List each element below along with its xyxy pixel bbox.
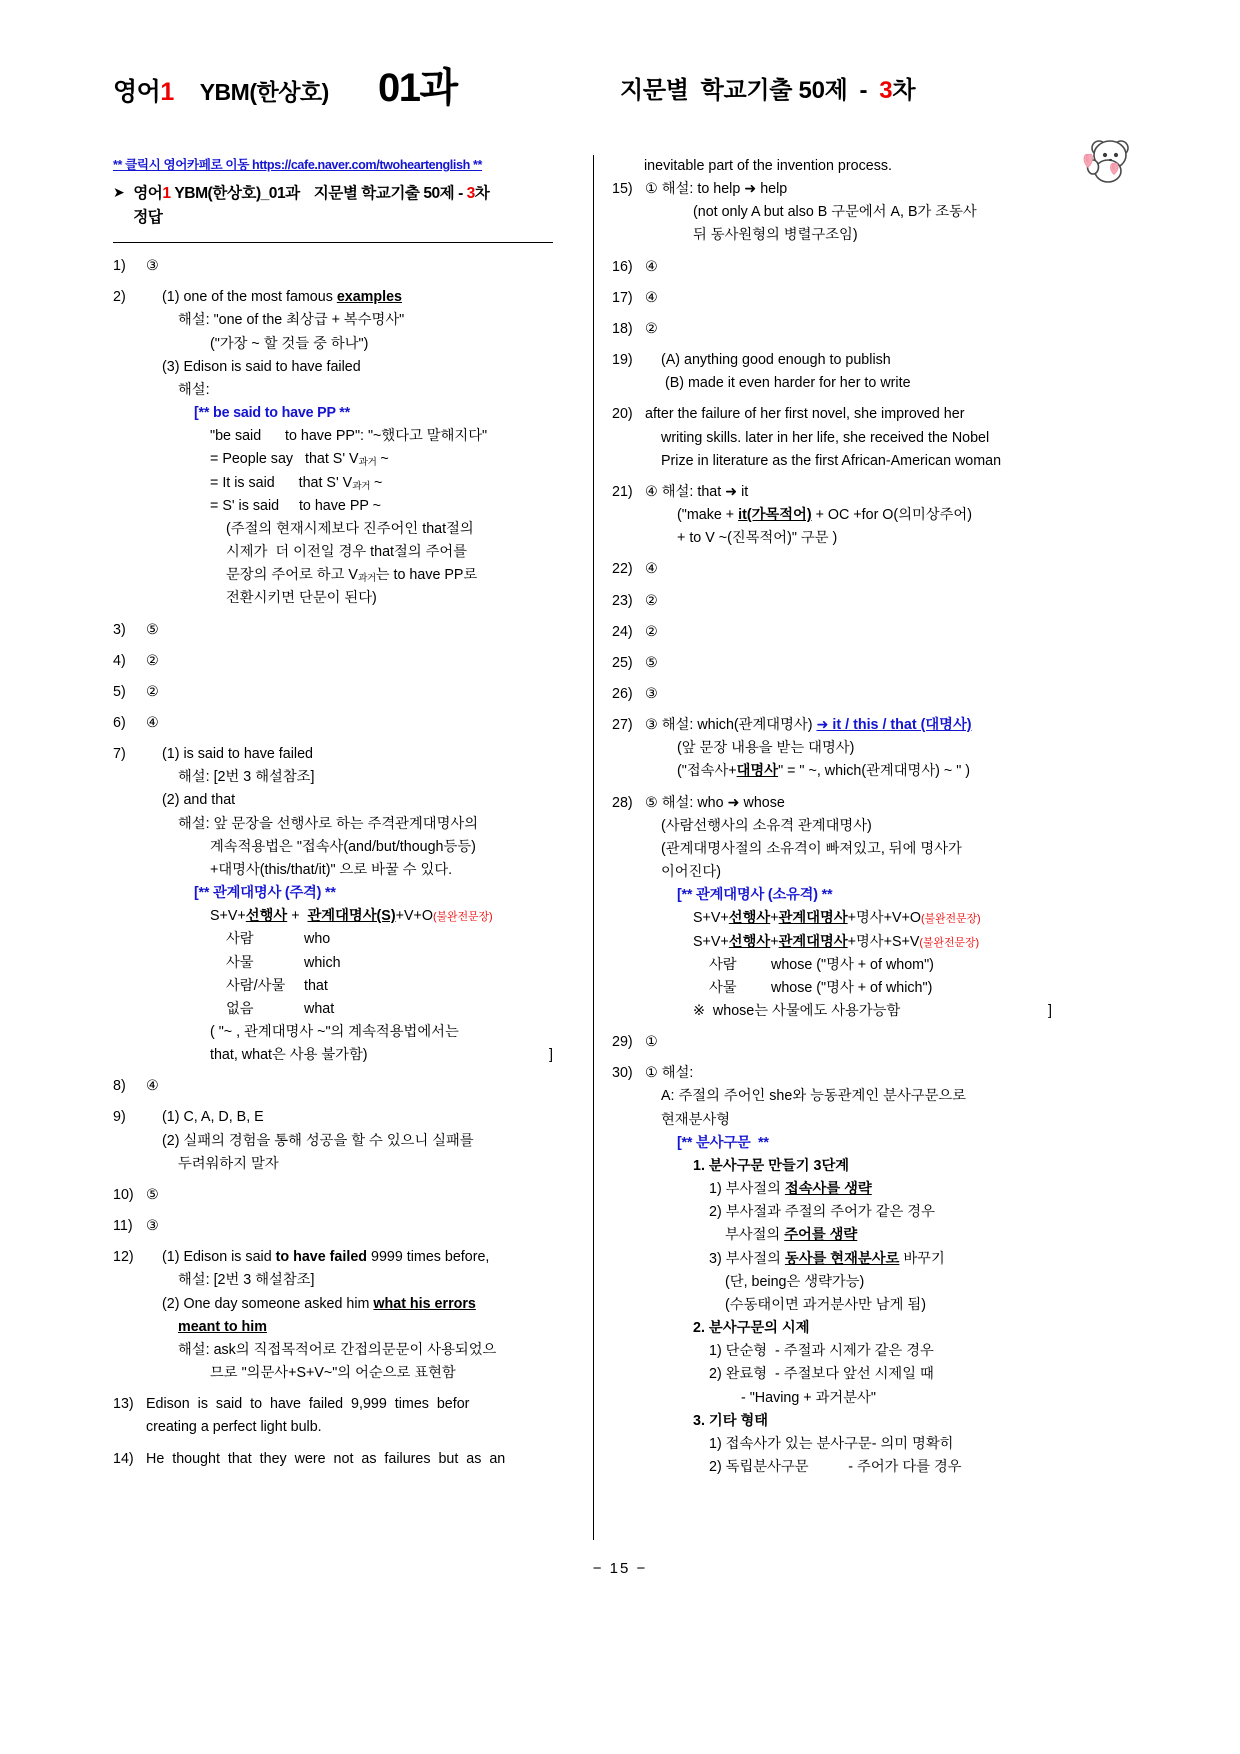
answer-item-number: 20) <box>612 406 633 423</box>
item-spacer <box>612 707 1052 714</box>
answer-text: 1) 단순형 - 주절과 시제가 같은 경우 <box>709 1343 934 1360</box>
answer-item <box>612 621 1052 644</box>
answer-item-body <box>645 683 1052 706</box>
answer-item <box>113 1215 553 1238</box>
answer-text: ("접속사+대명사" = " ~, which(관계대명사) ~ " ) <box>677 763 971 780</box>
answer-text: 뒤 동사원형의 병렬구조임) <box>693 227 858 244</box>
answer-item-number: 13) <box>113 1396 134 1413</box>
item-spacer <box>612 676 1052 683</box>
item-spacer <box>113 643 553 650</box>
answer-item-body <box>645 481 1052 550</box>
item-spacer <box>612 249 1052 256</box>
answer-item-body <box>645 349 1052 395</box>
answer-item-number: 9) <box>113 1109 126 1126</box>
answer-item <box>612 349 1052 395</box>
item-spacer <box>113 1239 553 1246</box>
answer-text: (단, being은 생략가능) <box>725 1273 865 1290</box>
answer-text: 계속적용법은 "접속사(and/but/though등등) <box>210 838 476 855</box>
answer-item <box>113 650 553 673</box>
answer-text: ② <box>146 683 159 700</box>
answer-item <box>113 255 553 278</box>
page-masthead <box>0 62 1240 132</box>
answer-text: ② <box>645 623 658 640</box>
pronoun-table-row: 사람 who <box>226 931 331 948</box>
answer-text: +대명사(this/that/it)" 으로 바꿀 수 있다. <box>210 861 453 878</box>
answer-item-number: 5) <box>113 683 126 700</box>
item-spacer <box>113 736 553 743</box>
answer-item <box>612 714 1052 783</box>
continued-sentence: inevitable part of the invention process. <box>644 158 892 174</box>
answer-text: (1) is said to have failed <box>162 746 313 763</box>
left-column <box>113 155 553 1479</box>
answer-item-number: 10) <box>113 1186 134 1203</box>
title-rule <box>113 242 553 243</box>
answer-text: (not only A but also B 구문에서 A, B가 조동사 <box>693 204 977 221</box>
item-spacer <box>612 645 1052 652</box>
answer-item <box>113 1393 553 1439</box>
answer-text: ("가장 ~ 할 것들 중 하나") <box>210 335 369 352</box>
answer-item <box>113 1448 553 1471</box>
answer-item-number: 15) <box>612 181 633 198</box>
answer-item <box>612 178 1052 247</box>
answer-text: (B) made it even harder for her to write <box>661 375 911 392</box>
answer-item-number: 3) <box>113 621 126 638</box>
answer-item <box>113 743 553 1067</box>
answer-text: (A) anything good enough to publish <box>661 352 891 369</box>
possessive-formula-1 <box>645 907 1052 930</box>
answer-text: 므로 "의문사+S+V~"의 어순으로 표현함 <box>210 1365 456 1382</box>
answer-text: He thought that they were not as failures but as an <box>146 1450 506 1467</box>
answer-item <box>612 1031 1052 1054</box>
answer-text: ⑤ <box>645 654 658 671</box>
answer-item-body <box>645 1062 1052 1479</box>
answer-text: + to V ~(진목적어)" 구문 ) <box>677 530 838 547</box>
answer-text: (1) one of the most famous examples <box>162 289 403 306</box>
answer-text: 해설: [2번 3 해설참조] <box>178 769 315 786</box>
item-spacer <box>612 551 1052 558</box>
answer-text: ③ <box>645 685 658 702</box>
item-spacer <box>612 311 1052 318</box>
answer-text: (앞 문장 내용을 받는 대명사) <box>677 740 855 757</box>
answer-item-body <box>645 178 1052 247</box>
answer-item-body <box>146 286 553 610</box>
item-spacer <box>113 1441 553 1448</box>
answer-item-body <box>146 1075 553 1098</box>
answer-item-body <box>146 1448 553 1471</box>
answer-text: Prize in literature as the first African-American woman <box>661 452 1002 469</box>
answer-item-number: 7) <box>113 746 126 763</box>
answer-text: 이어진다) <box>661 864 722 881</box>
item-spacer <box>113 1068 553 1075</box>
column-divider <box>593 155 594 1540</box>
grammar-box-heading: [** 분사구문 ** <box>677 1134 769 1151</box>
sub-heading: 2. 분사구문의 시제 <box>693 1320 810 1337</box>
answer-text: (2) and that <box>162 792 236 809</box>
answer-text: 해설: 앞 문장을 선행사로 하는 주격관계대명사의 <box>178 815 479 832</box>
answer-text: - "Having + 과거분사" <box>741 1389 876 1406</box>
answer-text: (수동태이면 과거분사만 남게 됨) <box>725 1296 926 1313</box>
pronoun-table-row: 사물 which <box>226 954 341 971</box>
answer-text: ④ 해설: that ➜ it <box>645 483 749 500</box>
answer-item <box>612 792 1052 1024</box>
item-spacer <box>113 1386 553 1393</box>
answer-item <box>113 681 553 704</box>
answer-item <box>113 1246 553 1385</box>
answer-text: ④ <box>645 258 658 275</box>
answer-text: = It is said that S' $V_{과거}$ ~ <box>210 474 383 492</box>
answer-item <box>612 481 1052 550</box>
answer-text: 현재분사형 <box>661 1111 731 1128</box>
answer-item-number: 12) <box>113 1249 134 1266</box>
relative-pronoun-formula <box>146 905 553 928</box>
answer-item-number: 27) <box>612 717 633 734</box>
answer-item-number: 2) <box>113 289 126 306</box>
answer-item-body <box>645 621 1052 644</box>
answer-item <box>612 256 1052 279</box>
answer-item-number: 8) <box>113 1078 126 1095</box>
answer-item-number: 22) <box>612 561 633 578</box>
answer-text: ④ <box>146 1078 159 1095</box>
item-spacer <box>612 342 1052 349</box>
answer-text: 전환시키면 단문이 된다) <box>226 590 377 607</box>
answer-text: 부사절의 주어를 생략 <box>725 1227 858 1244</box>
item-spacer <box>113 705 553 712</box>
answer-item <box>612 652 1052 675</box>
answer-item-body <box>645 652 1052 675</box>
answer-item <box>612 590 1052 613</box>
answer-item-number: 11) <box>113 1218 133 1235</box>
answer-item-body <box>146 1106 553 1175</box>
page-number: − 15 − <box>592 1560 648 1577</box>
answer-text: (1) Edison is said to have failed 9999 times before, <box>162 1249 490 1266</box>
item-spacer <box>612 614 1052 621</box>
item-spacer <box>612 1480 1052 1487</box>
answer-item <box>113 1106 553 1175</box>
possessive-formula-2 <box>645 931 1052 954</box>
answer-text: ※ whose는 사물에도 사용가능함 ] <box>693 1003 1052 1019</box>
answer-item <box>113 1075 553 1098</box>
answer-item-body <box>146 1393 553 1439</box>
answer-text: (주절의 현재시제보다 진주어인 that절의 <box>226 520 474 537</box>
answer-text: ④ <box>146 714 159 731</box>
answer-label: 정답 <box>133 208 163 226</box>
answer-text: 시제가 더 이전일 경우 that절의 주어를 <box>226 544 468 561</box>
answer-item <box>612 318 1052 341</box>
item-spacer <box>113 1177 553 1184</box>
answer-item-number: 17) <box>612 289 633 306</box>
answer-item <box>113 619 553 642</box>
item-spacer <box>612 1024 1052 1031</box>
item-spacer <box>612 785 1052 792</box>
answer-text: 해설: [2번 3 해설참조] <box>178 1272 315 1289</box>
answer-text: = People say that S' $V_{과거}$ ~ <box>210 451 389 469</box>
panda-heart-mascot-icon <box>1074 122 1140 184</box>
answer-text: ② <box>146 652 159 669</box>
answer-item <box>612 403 1052 472</box>
answer-text: writing skills. later in her life, she received the Nobel <box>661 429 990 446</box>
answer-item-body <box>645 256 1052 279</box>
answer-item-body <box>645 318 1052 341</box>
answer-item-number: 19) <box>612 352 633 369</box>
answer-text: 해설: "one of the 최상급 + 복수명사" <box>178 312 405 329</box>
answer-item-number: 29) <box>612 1034 633 1051</box>
answer-text: A: 주절의 주어인 she와 능동관계인 분사구문으로 <box>661 1088 967 1105</box>
item-spacer <box>113 674 553 681</box>
answer-text: meant to him <box>178 1318 267 1335</box>
answer-text: 1) 접속사가 있는 분사구문- 의미 명확히 <box>709 1435 954 1452</box>
document-title: ➤ 영어1 YBM(한상호)_01과 지문별 학교기출 50제 - 3차 정답 <box>113 182 553 229</box>
rel-poss-formula-1: S+V+선행사+관계대명사+명사+V+O(불완전문장) <box>693 910 981 927</box>
answer-item-number: 26) <box>612 685 633 702</box>
left-answer-list <box>113 255 553 1479</box>
pronoun-table-row: 사람 whose ("명사 + of whom") <box>709 956 934 973</box>
answer-text: 문장의 주어로 하고 $V_{과거}$는 to have PP로 <box>226 567 478 585</box>
answer-item-body <box>146 681 553 704</box>
rel-subject-formula: S+V+선행사 + 관계대명사(S)+V+O(불완전문장) <box>210 908 493 925</box>
answer-text: ⑤ <box>146 1186 159 1203</box>
answer-text: ② <box>645 320 658 337</box>
answer-item-body <box>146 712 553 735</box>
bullet-arrow-icon: ➤ <box>113 184 125 201</box>
item-spacer <box>612 474 1052 481</box>
right-answer-list <box>612 178 1052 1487</box>
answer-text: ① 해설: <box>645 1065 694 1082</box>
answer-item-number: 6) <box>113 714 126 731</box>
answer-text: (1) C, A, D, B, E <box>162 1109 264 1126</box>
answer-item-body <box>645 590 1052 613</box>
answer-item-number: 4) <box>113 652 126 669</box>
pronoun-table-row: 사물 whose ("명사 + of which") <box>709 979 933 996</box>
sub-heading: 1. 분사구문 만들기 3단계 <box>693 1157 850 1174</box>
answer-text: ③ <box>146 258 159 275</box>
answer-item-number: 1) <box>113 258 126 275</box>
answer-item <box>612 558 1052 581</box>
answer-text: 3) 부사절의 동사를 현재분사로 바꾸기 <box>709 1250 945 1267</box>
answer-text: 해설: <box>178 381 210 398</box>
answer-item-body <box>146 1215 553 1238</box>
answer-item <box>612 287 1052 310</box>
right-column <box>612 155 1052 1487</box>
answer-text: (사람선행사의 소유격 관계대명사) <box>661 817 872 834</box>
answer-item-body <box>146 650 553 673</box>
answer-item-number: 21) <box>612 483 633 500</box>
answer-item-body <box>645 287 1052 310</box>
answer-item-body <box>645 403 1052 472</box>
sub-heading: 3. 기타 형태 <box>693 1412 769 1429</box>
answer-item-body <box>146 619 553 642</box>
answer-item-body <box>645 792 1052 1024</box>
answer-text: Edison is said to have failed 9,999 times befor <box>146 1396 470 1413</box>
answer-item <box>113 712 553 735</box>
pronoun-table-row: 사람/사물 that <box>226 977 328 994</box>
answer-text: = S' is said to have PP ~ <box>210 497 381 514</box>
item-spacer <box>113 1208 553 1215</box>
pronoun-table-row: 없음 what <box>226 1000 335 1017</box>
answer-text: (3) Edison is said to have failed <box>162 358 361 375</box>
answer-item-body <box>645 558 1052 581</box>
answer-item <box>612 1062 1052 1479</box>
answer-text: "be said to have PP": "~했다고 말해지다" <box>210 428 488 445</box>
answer-item-body <box>146 1246 553 1385</box>
answer-item-number: 14) <box>113 1450 134 1467</box>
answer-item-body <box>146 743 553 1067</box>
answer-text: ④ <box>645 561 658 578</box>
answer-text: ② <box>645 592 658 609</box>
answer-text: ("make + it(가목적어) + OC +for O(의미상주어) <box>677 507 973 524</box>
answer-item <box>113 286 553 610</box>
grammar-box-heading: [** be said to have PP ** <box>194 405 351 422</box>
answer-item-number: 23) <box>612 592 633 609</box>
item-spacer <box>612 583 1052 590</box>
answer-text: ( "~ , 관계대명사 ~"의 계속적용법에서는 <box>210 1024 459 1041</box>
grammar-box-heading: [** 관계대명사 (소유격) ** <box>677 887 833 904</box>
answer-text: 2) 부사절과 주절의 주어가 같은 경우 <box>709 1204 935 1221</box>
answer-text: creating a perfect light bulb. <box>146 1419 322 1436</box>
subject-title: 영어1 <box>113 78 174 106</box>
answer-item-number: 25) <box>612 654 633 671</box>
answer-text: (2) 실패의 경험을 통해 성공을 할 수 있으니 실패를 <box>162 1132 474 1149</box>
answer-text: 2) 독립분사구문 - 주어가 다를 경우 <box>709 1458 962 1475</box>
item-spacer <box>113 1099 553 1106</box>
answer-item-body <box>645 1031 1052 1054</box>
item-spacer <box>612 396 1052 403</box>
lesson-number: 01과 <box>378 66 457 110</box>
answer-text: (관계대명사절의 소유격이 빠져있고, 뒤에 명사가 <box>661 840 962 857</box>
answer-item <box>612 683 1052 706</box>
answer-item-body <box>146 255 553 278</box>
item-spacer <box>113 279 553 286</box>
rel-poss-formula-2: S+V+선행사+관계대명사+명사+S+V(불완전문장) <box>693 933 980 950</box>
answer-item <box>113 1184 553 1207</box>
answer-text: 두려워하지 말자 <box>178 1155 279 1172</box>
answer-text: ⑤ <box>146 621 159 638</box>
item-spacer <box>113 1472 553 1479</box>
answer-text: ③ <box>146 1218 159 1235</box>
answer-text: (2) One day someone asked him what his errors <box>162 1295 476 1312</box>
grammar-box-heading: [** 관계대명사 (주격) ** <box>194 885 336 902</box>
answer-item-body <box>645 714 1052 783</box>
answer-text: ④ <box>645 289 658 306</box>
masthead-right-title: 지문별 학교기출 50제 - 3차 <box>620 77 916 104</box>
answer-text: 해설: ask의 직접목적어로 간접의문문이 사용되었으 <box>178 1341 497 1358</box>
answer-text: that, what은 사용 불가함) ] <box>210 1047 553 1064</box>
publisher-label: YBM(한상호) <box>199 79 329 105</box>
answer-text: 2) 완료형 - 주절보다 앞선 시제일 때 <box>709 1366 934 1383</box>
answer-item-body <box>146 1184 553 1207</box>
item-spacer <box>113 612 553 619</box>
cafe-link[interactable]: ** 클릭시 영어카페로 이동 https://cafe.naver.com/twoheartenglish ** <box>113 158 482 172</box>
answer-item-number: 24) <box>612 623 633 640</box>
answer-text: after the failure of her first novel, she improved her <box>645 406 965 423</box>
answer-text: ③ 해설: which(관계대명사) ➜ it / this / that (대명사) <box>645 717 972 734</box>
answer-item-number: 30) <box>612 1065 633 1082</box>
item-spacer <box>612 280 1052 287</box>
masthead-left <box>113 72 329 108</box>
answer-text: ⑤ 해설: who ➜ whose <box>645 794 785 811</box>
answer-item-number: 18) <box>612 320 633 337</box>
answer-item-number: 16) <box>612 258 633 275</box>
answer-text: 1) 부사절의 접속사를 생략 <box>709 1181 872 1198</box>
item-spacer <box>612 1055 1052 1062</box>
answer-text: ① <box>645 1034 658 1051</box>
answer-item-number: 28) <box>612 794 633 811</box>
answer-text: ① 해설: to help ➜ help <box>645 181 788 198</box>
